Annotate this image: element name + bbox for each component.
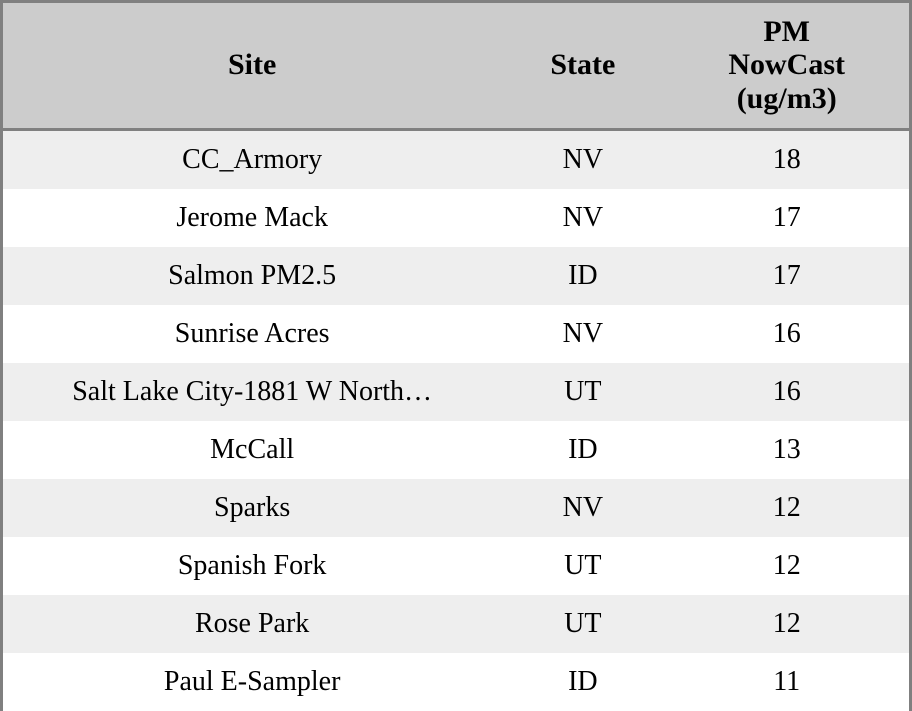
table-header-row — [3, 3, 909, 129]
cell-site: Rose Park — [194, 607, 310, 639]
cell-site: Salmon PM2.5 — [168, 259, 337, 291]
column-header-pm-line-3: (ug/m3) — [736, 82, 837, 116]
cell-pm-nowcast: 16 — [772, 375, 801, 407]
cell-state: NV — [562, 201, 604, 233]
column-header-state — [501, 3, 664, 129]
cell-state: NV — [562, 143, 604, 175]
cell-state: UT — [564, 607, 602, 639]
table-row — [3, 595, 909, 653]
air-quality-table — [3, 3, 909, 711]
cell-pm-nowcast: 17 — [772, 259, 801, 291]
column-header-pm-nowcast — [664, 3, 909, 129]
cell-pm-nowcast: 12 — [772, 549, 801, 581]
cell-site: Jerome Mack — [176, 201, 328, 233]
column-header-state-line-1: State — [550, 48, 616, 82]
column-header-site-line-1: Site — [227, 48, 277, 82]
table-row — [3, 421, 909, 479]
table-row — [3, 247, 909, 305]
cell-site: Sparks — [214, 491, 291, 523]
cell-pm-nowcast: 17 — [772, 201, 801, 233]
cell-pm-nowcast: 16 — [772, 317, 801, 349]
cell-site: Sunrise Acres — [174, 317, 330, 349]
cell-state: ID — [568, 665, 598, 697]
cell-site: Spanish Fork — [177, 549, 327, 581]
table-body — [3, 129, 909, 711]
cell-state: ID — [568, 433, 598, 465]
column-header-pm-line-2: NowCast — [728, 48, 846, 82]
cell-pm-nowcast: 13 — [772, 433, 801, 465]
cell-site: Paul E-Sampler — [163, 665, 341, 697]
cell-state: NV — [562, 317, 604, 349]
cell-site: CC_Armory — [182, 143, 323, 175]
table-row — [3, 305, 909, 363]
cell-site: Salt Lake City-1881 W North… — [72, 375, 433, 407]
table-row — [3, 653, 909, 711]
table-header — [3, 3, 909, 129]
table-row — [3, 537, 909, 595]
table-row — [3, 479, 909, 537]
cell-pm-nowcast: 18 — [772, 143, 801, 175]
table-row — [3, 363, 909, 421]
cell-pm-nowcast: 12 — [772, 607, 801, 639]
cell-state: NV — [562, 491, 604, 523]
column-header-pm-line-1: PM — [763, 14, 810, 48]
cell-pm-nowcast: 11 — [773, 665, 801, 697]
table-row — [3, 189, 909, 247]
cell-state: UT — [564, 375, 602, 407]
cell-state: ID — [568, 259, 598, 291]
table-row — [3, 129, 909, 189]
cell-site: McCall — [210, 433, 295, 465]
column-header-site — [3, 3, 501, 129]
cell-pm-nowcast: 12 — [772, 491, 801, 523]
cell-state: UT — [564, 549, 602, 581]
